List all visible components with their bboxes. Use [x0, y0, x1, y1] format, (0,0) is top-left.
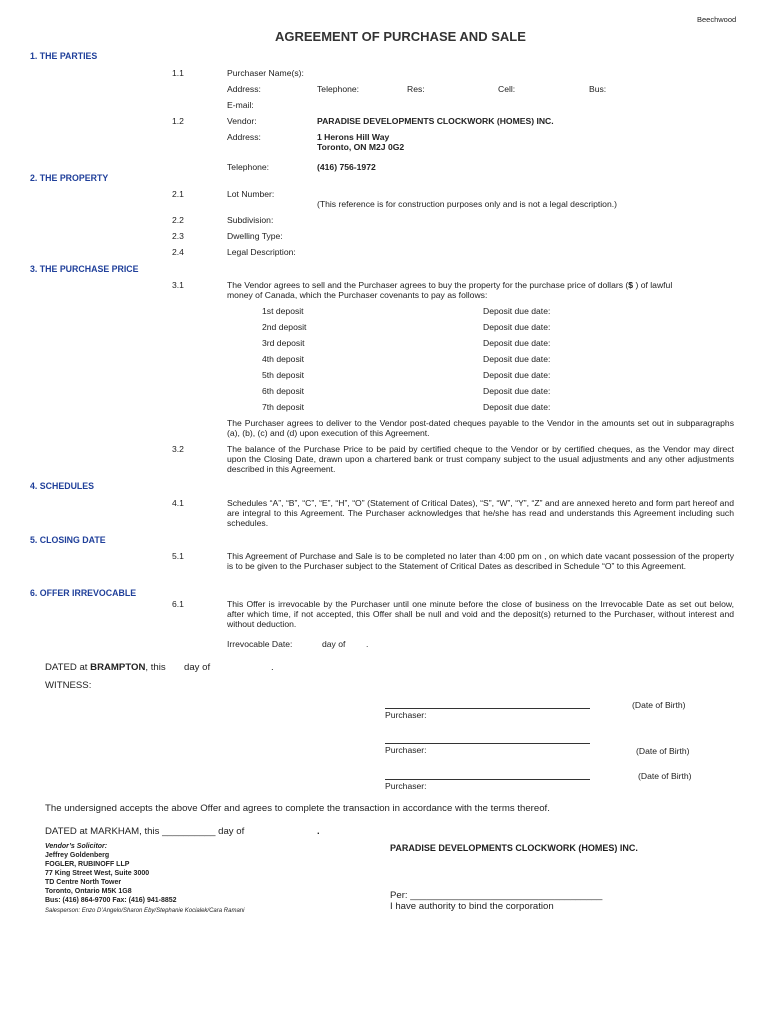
- deposit-label: 4th deposit: [262, 354, 305, 364]
- dated-at-line: [45, 662, 166, 673]
- dwelling-type-label: Dwelling Type:: [227, 231, 283, 241]
- solicitor-building: TD Centre North Tower: [45, 879, 122, 886]
- email-label: E-mail:: [227, 100, 254, 110]
- closing-date-paragraph: This Agreement of Purchase and Sale is to be completed no later than 4:00 pm on , on which date vacant possession of the property is to be given to the Purchaser subject to the Statement of Critical Dates as described in Schedule “O” to this Agreement.: [227, 551, 734, 571]
- corner-label: Beechwood: [697, 15, 737, 24]
- price-clause-text-end: ) of lawful: [633, 280, 673, 290]
- deposit-label: 3rd deposit: [262, 338, 305, 348]
- solicitor-firm: FOGLER, RUBINOFF LLP: [45, 861, 130, 868]
- clause-number: 5.1: [172, 551, 184, 561]
- deposit-label: 6th deposit: [262, 386, 305, 396]
- schedules-paragraph: Schedules “A”, “B”, “C”, “E”, “H”, “O” (Statement of Critical Dates), “S”, “W”, “Y”, “Z” and are annexed hereto and form part hereof and are integral to this Agreement. The Purchaser acknowledges that he/she has read and understands this Agreement including such schedules.: [227, 498, 734, 528]
- salesperson-line: Salesperson: Enzo D’Angelo/Sharon Eby/Stephanie Kocialek/Cara Ramani: [45, 908, 245, 914]
- date-of-birth-label-1: (Date of Birth): [632, 700, 686, 710]
- vendor-telephone-label: Telephone:: [227, 162, 270, 172]
- irrevocable-day-of: day of: [322, 639, 346, 649]
- postdated-cheques-paragraph: The Purchaser agrees to deliver to the Vendor post-dated cheques payable to the Vendor in the amounts set out in subparagraphs (a), (b), (c) and (d) upon execution of this Agreement.: [227, 418, 734, 438]
- vendor-name: PARADISE DEVELOPMENTS CLOCKWORK (HOMES) INC.: [317, 116, 554, 126]
- page-title: AGREEMENT OF PURCHASE AND SALE: [275, 29, 526, 44]
- price-clause-text: The Vendor agrees to sell and the Purchaser agrees to buy the property for the purchase price of dollars (: [227, 280, 629, 290]
- deposit-due-date-label: Deposit due date:: [483, 402, 551, 412]
- clause-number: 2.3: [172, 231, 184, 241]
- clause-number: 3.1: [172, 280, 184, 290]
- clause-number: 2.1: [172, 189, 184, 199]
- vendor-company-name: PARADISE DEVELOPMENTS CLOCKWORK (HOMES) INC.: [390, 843, 638, 853]
- dated-this: , this: [145, 662, 166, 673]
- clause-number: 2.4: [172, 247, 184, 257]
- bus-label: Bus:: [589, 84, 607, 94]
- clause-number: 1.2: [172, 116, 184, 126]
- purchaser-label-2: Purchaser:: [385, 745, 427, 755]
- address-label: Address:: [227, 84, 261, 94]
- deposit-due-date-label: Deposit due date:: [483, 370, 551, 380]
- authority-statement: I have authority to bind the corporation: [390, 901, 554, 912]
- lot-note: (This reference is for construction purposes only and is not a legal description.): [317, 199, 617, 209]
- section-heading-schedules: 4. SCHEDULES: [30, 481, 95, 491]
- date-of-birth-label-2: (Date of Birth): [636, 746, 690, 756]
- dated-markham-period: .: [317, 826, 320, 837]
- deposit-due-date-label: Deposit due date:: [483, 338, 551, 348]
- vendor-label: Vendor:: [227, 116, 257, 126]
- clause-number: 2.2: [172, 215, 184, 225]
- purchaser-label-3: Purchaser:: [385, 781, 427, 791]
- telephone-label: Telephone:: [317, 84, 360, 94]
- solicitor-phones: Bus: (416) 864-9700 Fax: (416) 941-8852: [45, 897, 177, 904]
- legal-description-label: Legal Description:: [227, 247, 296, 257]
- section-heading-offer-irrevocable: 6. OFFER IRREVOCABLE: [30, 588, 137, 598]
- purchaser-label-1: Purchaser:: [385, 710, 427, 720]
- vendor-address-line2: Toronto, ON M2J 0G2: [317, 142, 405, 152]
- clause-number: 1.1: [172, 68, 184, 78]
- clause-number: 4.1: [172, 498, 184, 508]
- solicitor-title: Vendor’s Solicitor:: [45, 843, 108, 850]
- vendor-address-label: Address:: [227, 132, 261, 142]
- deposit-label: 1st deposit: [262, 306, 304, 316]
- dated-at-text: DATED at: [45, 662, 91, 673]
- solicitor-city: Toronto, Ontario M5K 1G8: [45, 888, 132, 895]
- per-signature-line[interactable]: Per: ____________________________________: [390, 890, 603, 901]
- lot-number-label: Lot Number:: [227, 189, 275, 199]
- section-heading-purchase-price: 3. THE PURCHASE PRICE: [30, 264, 139, 274]
- irrevocable-paragraph: This Offer is irrevocable by the Purchaser until one minute before the close of business on the Irrevocable Date as set out below, after which time, if not accepted, this Offer shall be null and void and the deposit(s) returned to the Purchaser, without interest and without deduction.: [227, 599, 734, 629]
- purchaser-names-label: Purchaser Name(s):: [227, 68, 304, 78]
- section-heading-closing-date: 5. CLOSING DATE: [30, 535, 106, 545]
- dated-period: .: [271, 662, 274, 673]
- vendor-address-line1: 1 Herons Hill Way: [317, 132, 390, 142]
- deposit-due-date-label: Deposit due date:: [483, 322, 551, 332]
- cell-label: Cell:: [498, 84, 516, 94]
- dated-city: BRAMPTON: [90, 662, 146, 673]
- section-heading-property: 2. THE PROPERTY: [30, 173, 109, 183]
- deposit-due-date-label: Deposit due date:: [483, 306, 551, 316]
- clause-number: 6.1: [172, 599, 184, 609]
- price-clause-line2: money of Canada, which the Purchaser covenants to pay as follows:: [227, 290, 488, 300]
- irrevocable-period: .: [366, 639, 369, 649]
- solicitor-name: Jeffrey Goldenberg: [45, 852, 110, 859]
- witness-label: WITNESS:: [45, 680, 92, 691]
- purchaser-signature-line-1[interactable]: [385, 708, 590, 709]
- deposit-label: 7th deposit: [262, 402, 305, 412]
- solicitor-street: 77 King Street West, Suite 3000: [45, 870, 150, 877]
- subdivision-label: Subdivision:: [227, 215, 274, 225]
- purchaser-signature-line-3[interactable]: [385, 779, 590, 780]
- res-label: Res:: [407, 84, 425, 94]
- dated-markham-line: DATED at MARKHAM, this __________ day of: [45, 826, 245, 837]
- deposit-due-date-label: Deposit due date:: [483, 386, 551, 396]
- balance-paragraph: The balance of the Purchase Price to be paid by certified cheque to the Vendor or by certified cheques, as the Vendor may direct upon the Closing Date, drawn upon a chartered bank or trust company subject to the usual adjustments and any other adjustments described in this Agreement.: [227, 444, 734, 474]
- section-heading-parties: 1. THE PARTIES: [30, 51, 98, 61]
- vendor-telephone: (416) 756-1972: [317, 162, 376, 172]
- date-of-birth-label-3: (Date of Birth): [638, 771, 692, 781]
- price-clause-line1: [227, 280, 672, 290]
- deposit-label: 2nd deposit: [262, 322, 307, 332]
- irrevocable-date-label: Irrevocable Date:: [227, 639, 293, 649]
- acceptance-statement: The undersigned accepts the above Offer and agrees to complete the transaction in accordance with the terms thereof.: [45, 803, 550, 814]
- deposit-label: 5th deposit: [262, 370, 305, 380]
- clause-number: 3.2: [172, 444, 184, 454]
- purchaser-signature-line-2[interactable]: [385, 743, 590, 744]
- deposit-due-date-label: Deposit due date:: [483, 354, 551, 364]
- dollar-sign: $: [628, 280, 634, 290]
- dated-day-of: day of: [184, 662, 211, 673]
